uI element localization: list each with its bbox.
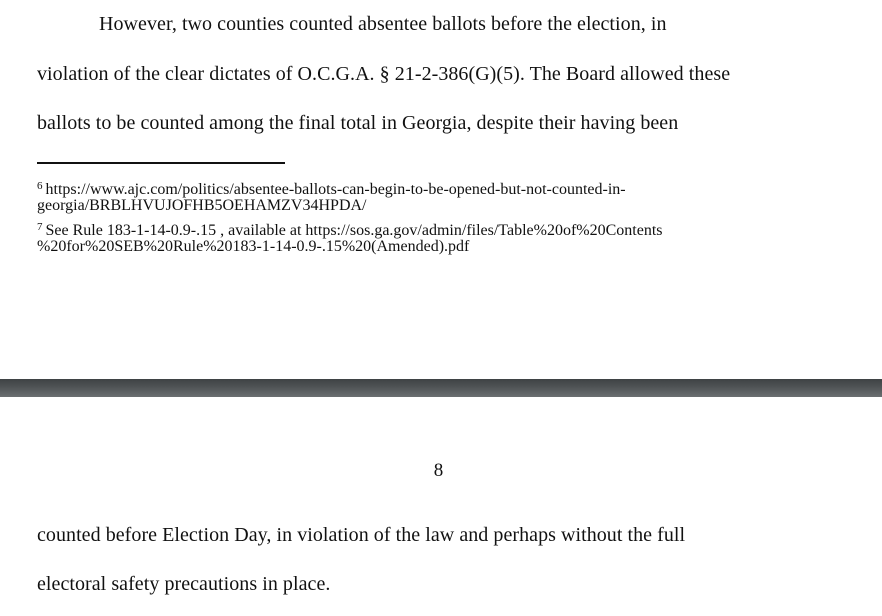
footnote-text[interactable]: See Rule 183-1-14-0.9-.15 , available at https://sos.ga.gov/admin/files/Table%20of%20Contents — [45, 222, 663, 239]
footnote-url-link[interactable]: https://www.ajc.com/politics/absentee-ballots-can-begin-to-be-opened-but-not-counted-in- — [45, 181, 626, 198]
body-text-line: violation of the clear dictates of O.C.G.A. § 21-2-386(G)(5). The Board allowed these — [37, 63, 731, 85]
footnote-separator — [37, 162, 285, 164]
page-number: 8 — [433, 460, 444, 481]
footnote-marker: 7 — [37, 221, 43, 233]
body-text-line: However, two counties counted absentee ballots before the election, in — [99, 13, 667, 35]
body-text-line: counted before Election Day, in violation of the law and perhaps without the full — [37, 524, 686, 546]
page-separator — [0, 379, 882, 397]
body-text-line: ballots to be counted among the final total in Georgia, despite their having been — [37, 112, 679, 134]
body-text-line: electoral safety precautions in place. — [37, 573, 331, 595]
footnote-7-line-2[interactable]: %20for%20SEB%20Rule%20183-1-14-0.9-.15%20(Amended).pdf — [37, 238, 470, 255]
footnote-marker: 6 — [37, 180, 43, 192]
footnote-6-line-2[interactable]: georgia/BRBLHVUJOFHB5OEHAMZV34HPDA/ — [37, 197, 367, 214]
